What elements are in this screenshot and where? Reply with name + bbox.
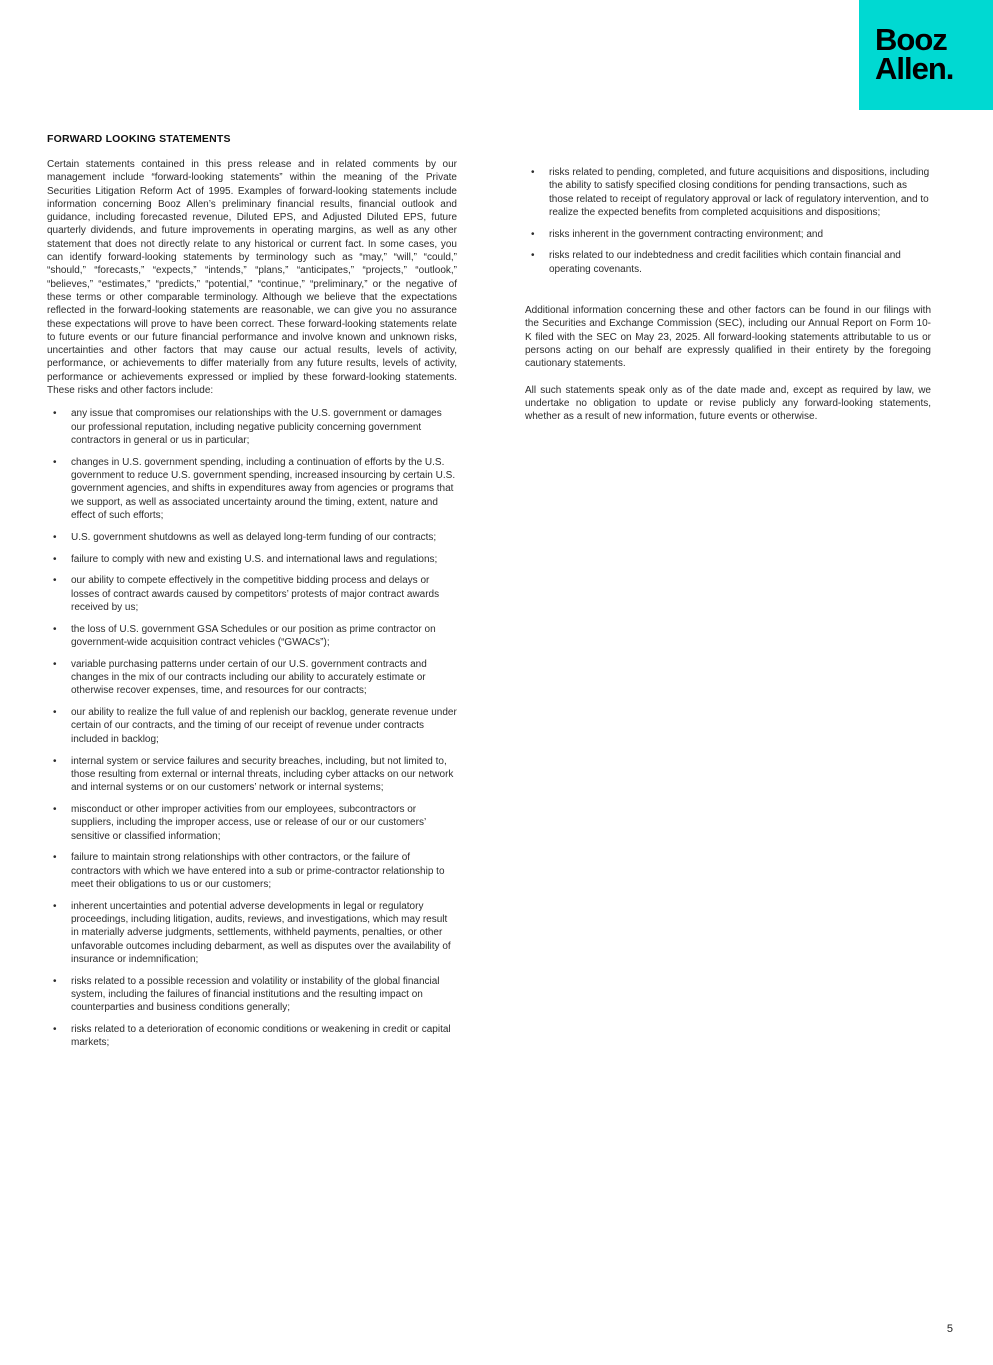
closing-paragraphs [525,304,931,423]
list-item: • our ability to realize the full value of and replenish our backlog, generate revenue under certain of our contracts, and the timing of our receipt of revenue under contracts included in backlog; [47,706,457,746]
left-column [47,158,457,1058]
two-column-layout [47,158,946,1058]
logo-text-line1: Booz [875,22,947,58]
list-item: • the loss of U.S. government GSA Schedules or our position as prime contractor on government-wide acquisition contract vehicles (“GWACs”); [47,623,457,650]
list-item: • variable purchasing patterns under certain of our U.S. government contracts and changes in the mix of our contracts including our ability to accurately estimate or otherwise recover expenses, time, and resources for our contracts; [47,658,457,698]
list-item: • changes in U.S. government spending, including a continuation of efforts by the U.S. government to reduce U.S. government spending, increased insourcing by certain U.S. government agencies, and shifts in expenditures away from agencies or programs that we support, as well as associated uncertainty around the timing, extent, nature and effect of such efforts; [47,456,457,522]
list-item: • failure to comply with new and existing U.S. and international laws and regulations; [47,553,457,566]
list-item: • risks related to a possible recession and volatility or instability of the global financial system, including the failures of financial institutions and the resulting impact on counterparties and business conditions generally; [47,975,457,1015]
left-bullet-list [47,407,457,1049]
sec-filings-paragraph: Additional information concerning these and other factors can be found in our filings with the Securities and Exchange Commission (SEC), including our Annual Report on Form 10-K filed with the SEC on May 23, 2025. All forward-looking statements attributable to us or persons acting on our behalf are expressly qualified in their entirety by the foregoing cautionary statements. [525,305,931,370]
page-number: 5 [946,1323,953,1335]
list-item: • inherent uncertainties and potential adverse developments in legal or regulatory proceedings, including litigation, audits, reviews, and investigations, which may result in materially adverse judgments, settlements, withheld payments, penalties, or other unfavorable outcomes including debarment, as well as disputes over the availability of insurance or indemnification; [47,900,457,966]
right-column [525,158,931,436]
list-item: • internal system or service failures and security breaches, including, but not limited to, those resulting from external or internal threats, including cyber attacks on our network and internal systems or on our customers’ network or internal systems; [47,755,457,795]
list-item: • risks related to pending, completed, and future acquisitions and dispositions, including the ability to satisfy specified closing conditions for pending transactions, such as those related to receipt of regulatory approval or lack of regulatory intervention, and to realize the expected benefits from completed acquisitions and dispositions; [525,166,931,219]
logo-text-line2: Allen. [875,51,954,86]
list-item: • U.S. government shutdowns as well as delayed long-term funding of our contracts; [47,531,457,544]
list-item: • risks related to a deterioration of economic conditions or weakening in credit or capital markets; [47,1023,457,1050]
list-item: • failure to maintain strong relationships with other contractors, or the failure of contractors with which we have entered into a sub or prime-contractor relationship to meet their obligations to us or our customers; [47,851,457,891]
list-item: • any issue that compromises our relationships with the U.S. government or damages our professional reputation, including negative publicity concerning government contractors in general or us in particular; [47,407,457,447]
list-item: • misconduct or other improper activities from our employees, subcontractors or suppliers, including the improper access, use or release of our or our customers’ sensitive or classified information; [47,803,457,843]
booz-allen-logo [859,0,993,110]
intro-paragraph: Certain statements contained in this press release and in related comments by our management include “forward-looking statements” within the meaning of the Private Securities Litigation Reform Act of 1995. Examples of forward-looking statements include information concerning Booz Allen’s preliminary financial results, financial outlook and guidance, including forecasted revenue, Diluted EPS, and Adjusted Diluted EPS, future quarterly dividends, and future improvements in operating margins, as well as any other statement that does not directly relate to any historical or current fact. In some cases, you can identify forward-looking statements by terminology such as “may,” “will,” “could,” “should,” “forecasts,” “expects,” “intends,” “plans,” “anticipates,” “projects,” “outlook,” “believes,” “estimates,” “predicts,” “potential,” “continue,” “preliminary,” or the negative of these terms or other comparable terminology. Although we believe that the expectations reflected in the forward-looking statements are reasonable, we can give you no assurance these expectations will prove to have been correct. These forward-looking statements relate to future events or our future financial performance and involve known and unknown risks, uncertainties and other factors that may cause our actual results, levels of activity, performance, or achievements to differ materially from any future results, levels of activity, performance or achievements expressed or implied by these forward-looking statements. These risks and other factors include: [47,159,457,397]
page-content [47,133,946,1058]
list-item: • risks related to our indebtedness and credit facilities which contain financial and operating covenants. [525,249,931,276]
list-item: • our ability to compete effectively in the competitive bidding process and delays or losses of contract awards caused by competitors’ protests of major contract awards received by us; [47,574,457,614]
section-heading: FORWARD LOOKING STATEMENTS [47,133,231,145]
list-item: • risks inherent in the government contracting environment; and [525,228,931,241]
right-bullet-list [525,166,931,276]
no-obligation-paragraph: All such statements speak only as of the date made and, except as required by law, we undertake no obligation to update or revise publicly any forward-looking statements, whether as a result of new information, future events or otherwise. [525,384,931,423]
